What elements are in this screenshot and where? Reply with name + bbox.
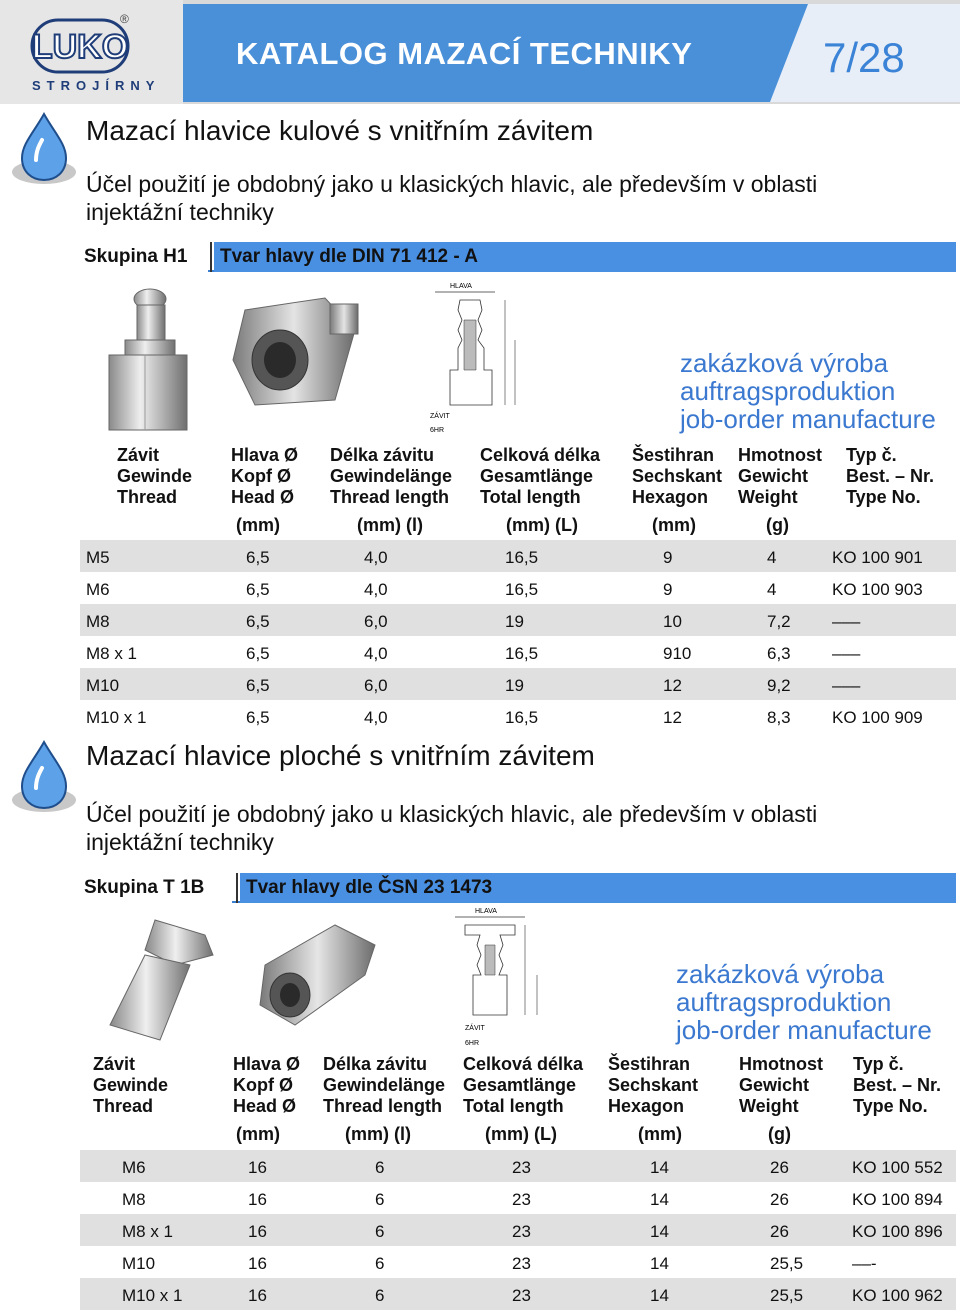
order-note-en: job-order manufacture	[680, 404, 936, 434]
section-purpose: Účel použití je obdobný jako u klasických hlavic, ale především v oblasti injektážní techniky	[86, 171, 818, 225]
group-bar	[80, 242, 956, 272]
table-cell: 16	[248, 1254, 267, 1273]
unit-weight: (g)	[768, 1124, 791, 1144]
table-cell: –––	[832, 644, 861, 663]
col-header-total-length: Celková délka Gesamtlänge Total length	[463, 1054, 584, 1116]
table-cell: 19	[505, 676, 524, 695]
section-title: Mazací hlavice ploché s vnitřním závitem	[86, 740, 595, 771]
table-cell: KO 100 909	[832, 708, 923, 727]
table-cell: KO 100 552	[852, 1158, 943, 1177]
drawing-hex-label: 6HR	[465, 1040, 480, 1047]
unit-weight: (g)	[766, 515, 789, 535]
table-cell: ––-	[852, 1254, 877, 1273]
table-cell: 6,5	[246, 644, 270, 663]
table-cell: 16,5	[505, 644, 539, 663]
col-header-thread-length: Délka závitu Gewindelänge Thread length	[323, 1054, 446, 1116]
table-cell: 6,5	[246, 708, 270, 727]
col-header-head: Hlava Ø Kopf Ø Head Ø	[233, 1054, 301, 1116]
unit-total-length: (mm) (L)	[485, 1124, 557, 1144]
table-cell: 6	[375, 1158, 385, 1177]
drawing-thread-label: ZÁVIT	[465, 1025, 485, 1032]
table-cell: M10	[86, 676, 120, 695]
page-number: 7/28	[823, 34, 905, 81]
table-row	[80, 668, 956, 700]
table-cell: 9	[663, 580, 673, 599]
technical-drawing	[420, 280, 530, 440]
table-cell: KO 100 896	[852, 1222, 943, 1241]
table-row	[80, 1182, 956, 1214]
table-cell: 6	[375, 1190, 385, 1209]
group-description: Tvar hlavy dle ČSN 23 1473	[240, 873, 956, 903]
table-cell: 6	[375, 1286, 385, 1305]
col-header-total-length: Celková délka Gesamtlänge Total length	[480, 445, 601, 507]
table-cell: 4,0	[364, 548, 388, 567]
table-cell: M8	[122, 1190, 146, 1209]
luko-logo-icon	[30, 18, 130, 74]
order-note-cz: zakázková výroba	[680, 348, 889, 378]
table-cell: 4,0	[364, 708, 388, 727]
table-cell: 16	[248, 1286, 267, 1305]
table-cell: KO 100 901	[832, 548, 923, 567]
table-row	[80, 572, 956, 604]
table-row	[80, 1246, 956, 1278]
table-cell: 6	[375, 1222, 385, 1241]
table-cell: 23	[512, 1222, 531, 1241]
table-cell: 8,3	[767, 708, 791, 727]
unit-thread-length: (mm) (l)	[357, 515, 423, 535]
table-cell: 23	[512, 1158, 531, 1177]
table-cell: M8 x 1	[122, 1222, 174, 1241]
table-row	[80, 1150, 956, 1182]
table-cell: 14	[650, 1190, 669, 1209]
table-cell: 6,0	[364, 676, 388, 695]
logo-area	[0, 0, 183, 104]
order-note	[676, 960, 932, 1044]
internal-thread-photo	[225, 290, 365, 410]
table-cell: 14	[650, 1158, 669, 1177]
table-cell: M8 x 1	[86, 644, 138, 663]
logo-text: LUKO	[31, 28, 129, 66]
col-header-type: Typ č. Best. – Nr. Type No.	[846, 445, 935, 507]
unit-thread-length: (mm) (l)	[345, 1124, 411, 1144]
group-divider	[210, 242, 212, 272]
table-header	[0, 445, 960, 505]
order-note-cz: zakázková výroba	[676, 959, 885, 989]
table-cell: 4,0	[364, 580, 388, 599]
table-cell: 14	[650, 1254, 669, 1273]
table-cell: 9	[663, 548, 673, 567]
table-units	[0, 1124, 960, 1146]
table-cell: 6	[375, 1254, 385, 1273]
table-cell: 6,5	[246, 676, 270, 695]
order-note-de: auftragsproduktion	[680, 376, 896, 406]
col-header-hexagon: Šestihran Sechskant Hexagon	[608, 1054, 699, 1116]
table-cell: 26	[770, 1158, 789, 1177]
table-cell: 23	[512, 1286, 531, 1305]
table-cell: 6,0	[364, 612, 388, 631]
ball-nipple-photo	[95, 285, 200, 435]
table-units	[0, 515, 960, 537]
drawing-thread-label: ZÁVIT	[430, 413, 450, 420]
table-cell: 6,3	[767, 644, 791, 663]
table-cell: 4	[767, 548, 777, 567]
table-cell: M6	[122, 1158, 146, 1177]
group-bar	[80, 873, 956, 903]
col-header-type: Typ č. Best. – Nr. Type No.	[853, 1054, 942, 1116]
col-header-weight: Hmotnost Gewicht Weight	[739, 1054, 823, 1116]
table-cell: 23	[512, 1190, 531, 1209]
table-cell: 4,0	[364, 644, 388, 663]
drawing-head-label: HLAVA	[475, 908, 497, 915]
table-cell: 25,5	[770, 1254, 804, 1273]
order-note-de: auftragsproduktion	[676, 987, 892, 1017]
table-cell: 910	[663, 644, 692, 663]
table-row	[80, 540, 956, 572]
table-cell: 16	[248, 1158, 267, 1177]
order-note	[680, 349, 936, 433]
table-cell: M5	[86, 548, 110, 567]
col-header-thread: Závit Gewinde Thread	[93, 1054, 169, 1116]
unit-head: (mm)	[236, 515, 280, 535]
section-title: Mazací hlavice kulové s vnitřním závitem	[86, 115, 594, 146]
table-cell: M8	[86, 612, 110, 631]
col-header-weight: Hmotnost Gewicht Weight	[738, 445, 822, 507]
table-cell: 16,5	[505, 708, 539, 727]
table-cell: –––	[832, 676, 861, 695]
table-header	[0, 1054, 960, 1114]
table-cell: 14	[650, 1286, 669, 1305]
table-cell: 12	[663, 676, 682, 695]
unit-hexagon: (mm)	[638, 1124, 682, 1144]
group-divider	[236, 873, 238, 903]
table-cell: KO 100 962	[852, 1286, 943, 1305]
group-label: Skupina H1	[80, 242, 208, 272]
table-cell: 16	[248, 1190, 267, 1209]
table-cell: 9,2	[767, 676, 791, 695]
table-row	[80, 700, 956, 732]
table-cell: 26	[770, 1190, 789, 1209]
col-header-head: Hlava Ø Kopf Ø Head Ø	[231, 445, 299, 507]
table-row	[80, 1278, 956, 1310]
registered-mark: ®	[120, 12, 129, 26]
col-header-thread-length: Délka závitu Gewindelänge Thread length	[330, 445, 453, 507]
flat-internal-thread-photo	[245, 915, 385, 1045]
col-header-thread: Závit Gewinde Thread	[117, 445, 193, 507]
table-row	[80, 604, 956, 636]
unit-total-length: (mm) (L)	[506, 515, 578, 535]
oil-drop-icon	[8, 738, 80, 818]
table-row	[80, 1214, 956, 1246]
page-header	[0, 0, 960, 104]
table-cell: M6	[86, 580, 110, 599]
table-cell: 6,5	[246, 612, 270, 631]
logo-subtitle: STROJÍRNY	[32, 78, 161, 93]
table-cell: –––	[832, 612, 861, 631]
flat-nipple-photo	[95, 910, 230, 1045]
technical-drawing	[445, 905, 555, 1055]
table-cell: M10 x 1	[86, 708, 147, 727]
table-cell: 23	[512, 1254, 531, 1273]
table-cell: 4	[767, 580, 777, 599]
table-cell: 7,2	[767, 612, 791, 631]
col-header-hexagon: Šestihran Sechskant Hexagon	[632, 445, 723, 507]
table-cell: 16	[248, 1222, 267, 1241]
table-row	[80, 636, 956, 668]
table-cell: 6,5	[246, 580, 270, 599]
table-cell: 25,5	[770, 1286, 804, 1305]
table-cell: 26	[770, 1222, 789, 1241]
group-label: Skupina T 1B	[80, 873, 232, 903]
unit-hexagon: (mm)	[652, 515, 696, 535]
unit-head: (mm)	[236, 1124, 280, 1144]
table-cell: 6,5	[246, 548, 270, 567]
group-description: Tvar hlavy dle DIN 71 412 - A	[214, 242, 956, 272]
section-purpose: Účel použití je obdobný jako u klasických hlavic, ale především v oblasti injektážní techniky	[86, 801, 818, 855]
table-cell: KO 100 894	[852, 1190, 943, 1209]
table-cell: 19	[505, 612, 524, 631]
table-cell: M10	[122, 1254, 156, 1273]
table-cell: KO 100 903	[832, 580, 923, 599]
oil-drop-icon	[8, 110, 80, 190]
order-note-en: job-order manufacture	[676, 1015, 932, 1045]
drawing-hex-label: 6HR	[430, 427, 445, 434]
catalog-title: KATALOG MAZACÍ TECHNIKY	[236, 36, 693, 71]
drawing-head-label: HLAVA	[450, 283, 472, 290]
table-cell: 14	[650, 1222, 669, 1241]
table-cell: 16,5	[505, 580, 539, 599]
table-cell: 16,5	[505, 548, 539, 567]
table-cell: 10	[663, 612, 682, 631]
table-cell: M10 x 1	[122, 1286, 183, 1305]
table-cell: 12	[663, 708, 682, 727]
